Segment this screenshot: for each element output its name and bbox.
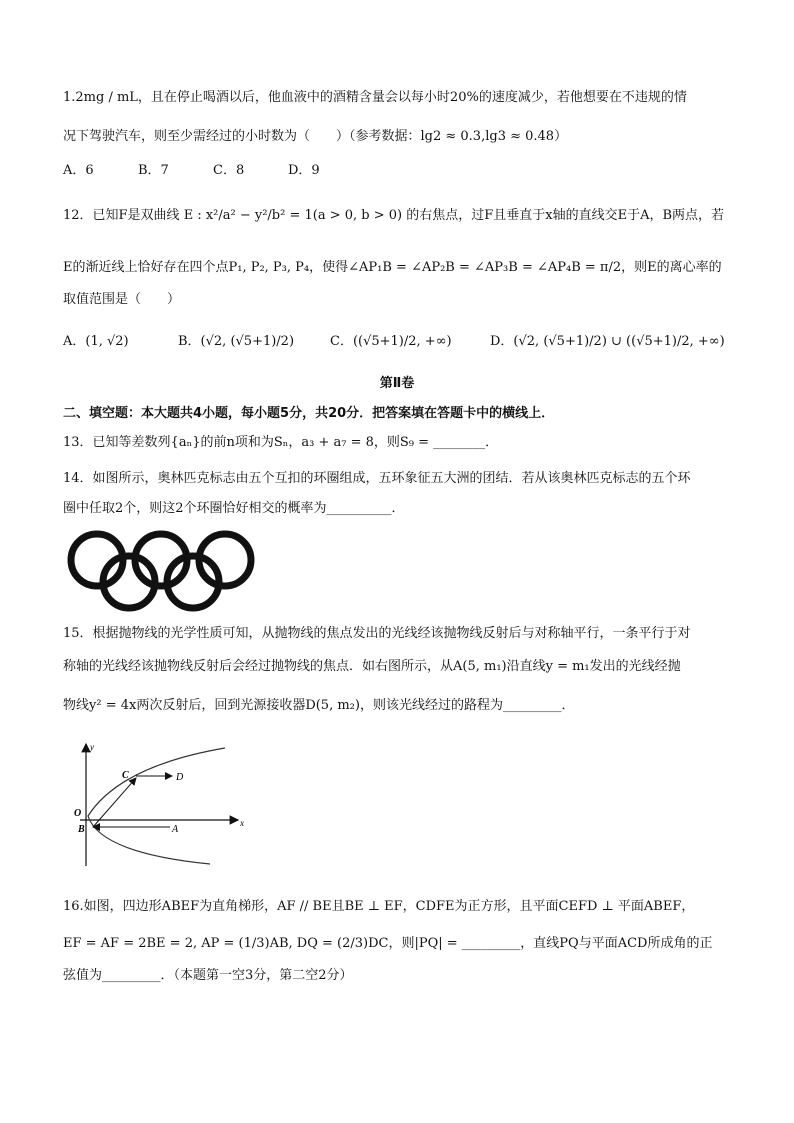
q12-choice-b: B．(√2, (√5+1)/2) <box>178 334 295 349</box>
label-a: A <box>172 824 179 835</box>
olympic-rings-figure <box>60 530 285 612</box>
q13-text: 13．已知等差数列{aₙ}的前n项和为Sₙ，a₃ + a₇ = 8，则S₉ = ________． <box>63 435 499 450</box>
q16-line2: EF = AF = 2BE = 2, AP = (1/3)AB, DQ = (2/3)DC，则|PQ| = _________，直线PQ与平面ACD所成角的正 <box>63 936 713 951</box>
section-title: 第Ⅱ卷 <box>379 376 415 391</box>
q14-line2: 圈中任取2个，则这2个环圈恰好相交的概率为__________． <box>63 501 405 516</box>
q15-line3: 物线y² = 4x两次反射后，回到光源接收器D(5, m₂)，则该光线经过的路程为_________． <box>63 698 575 713</box>
label-c: C <box>122 770 129 781</box>
q11-choice-a: A．6 <box>63 163 94 178</box>
q11-choice-d: D．9 <box>288 163 320 178</box>
q16-line3: 弦值为_________．（本题第一空3分，第二空2分） <box>63 968 353 983</box>
q12-line1: 12．已知F是双曲线 E : x²/a² − y²/b² = 1(a > 0, b > 0) 的右焦点，过F且垂直于x轴的直线交E于A，B两点，若 <box>63 208 725 223</box>
label-o: O <box>74 808 82 819</box>
q12-choice-d: D．(√2, (√5+1)/2) ∪ ((√5+1)/2, +∞) <box>490 334 725 349</box>
q12-line3: 取值范围是（ ） <box>63 292 181 307</box>
q11-choice-b: B．7 <box>138 163 169 178</box>
q15-line2: 称轴的光线经该抛物线反射后会经过抛物线的焦点．如右图所示，从A(5, m₁)沿直线y = m₁发出的光线经抛 <box>63 659 681 674</box>
q12-choice-c: C．((√5+1)/2, +∞) <box>330 334 452 349</box>
q12-line2: E的渐近线上恰好存在四个点P₁, P₂, P₃, P₄，使得∠AP₁B = ∠AP₂B = ∠AP₃B = ∠AP₄B = π/2，则E的离心率的 <box>63 260 722 275</box>
label-x: x <box>240 818 244 828</box>
q11-choices <box>63 161 363 181</box>
parabola-figure <box>60 738 260 870</box>
q12-choice-a: A．(1, √2) <box>63 334 129 349</box>
section-instructions: 二、填空题：本大题共4小题，每小题5分，共20分．把答案填在答题卡中的横线上． <box>63 406 555 421</box>
q15-line1: 15．根据抛物线的光学性质可知，从抛物线的焦点发出的光线经该抛物线反射后与对称轴平行，一条平行于对 <box>63 626 691 641</box>
q16-line1: 16.如图，四边形ABEF为直角梯形，AF // BE且BE ⊥ EF，CDFE为正方形，且平面CEFD ⊥ 平面ABEF， <box>63 899 695 914</box>
label-y: y <box>90 742 94 752</box>
q12-choices <box>63 332 725 352</box>
label-d: D <box>176 772 184 783</box>
q14-line1: 14．如图所示，奥林匹克标志由五个互扣的环圈组成，五环象征五大洲的团结．若从该奥林匹克标志的五个环 <box>63 471 691 486</box>
label-b: B <box>78 824 85 835</box>
q11-line1: 1.2mg / mL，且在停止喝酒以后，他血液中的酒精含量会以每小时20%的速度减少，若他想要在不违规的情 <box>63 90 687 105</box>
q11-choice-c: C．8 <box>213 163 245 178</box>
q11-line2: 况下驾驶汽车，则至少需经过的小时数为（ ）（参考数据：lg2 ≈ 0.3,lg3 ≈ 0.48） <box>63 129 568 144</box>
